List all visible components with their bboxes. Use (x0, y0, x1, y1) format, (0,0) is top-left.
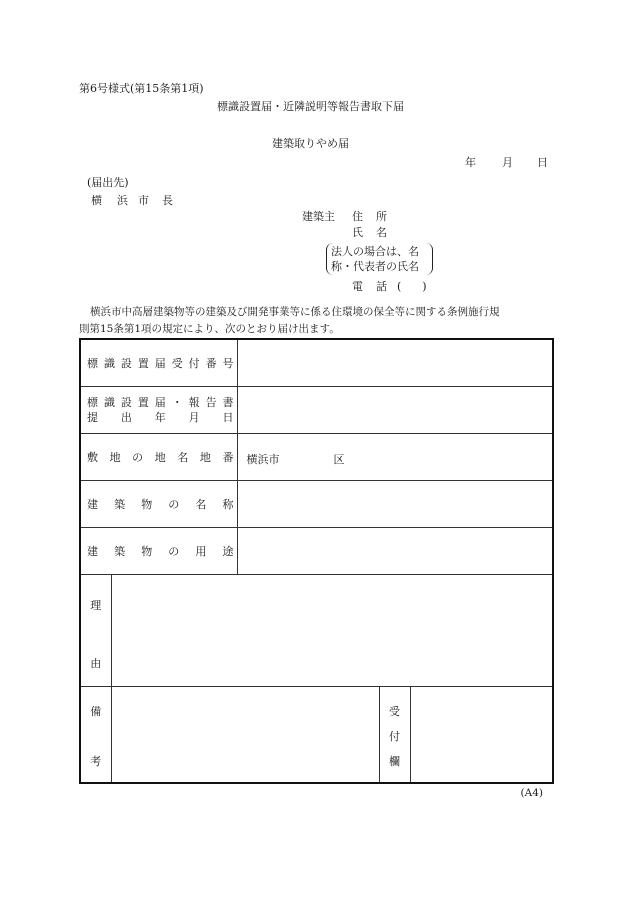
reception-field[interactable] (410, 686, 553, 783)
form-table (79, 338, 554, 784)
building-use-label: 建 築 物 の 用 途 (80, 527, 237, 574)
site-address-ward: 区 (333, 452, 345, 466)
building-name-field[interactable] (237, 480, 553, 527)
recipient-name-3: 市 (138, 194, 149, 207)
recipient-name-1: 横 (91, 194, 102, 207)
phone-label-2: 話 (376, 280, 387, 293)
phone-label-1: 電 (352, 280, 363, 293)
recipient-name-4: 長 (162, 194, 173, 207)
table-row (80, 686, 553, 783)
document-title: 建築取りやめ届 (272, 137, 349, 150)
reason-field[interactable] (111, 574, 553, 686)
table-row (80, 480, 553, 527)
recipient-label: (届出先) (87, 176, 129, 189)
phone-parens: ( ) (397, 280, 427, 293)
corp-note-line2: 称・代表者の氏名 (331, 260, 419, 273)
receipt-number-label: 標 識 設 置 届 受 付 番 号 (80, 339, 237, 386)
paper-size: (A4) (520, 787, 543, 799)
corp-note (331, 244, 431, 274)
name-label-1: 氏 (352, 226, 363, 239)
submission-date-label: 標 識 設 置 届 ・ 報 告 書 提 出 年 月 日 (80, 386, 237, 433)
name-label-2: 名 (376, 226, 387, 239)
site-address-city: 横浜市 (246, 452, 280, 466)
recipient-name-2: 浜 (117, 194, 128, 207)
table-row (80, 386, 553, 433)
remarks-field[interactable] (111, 686, 379, 783)
table-row (80, 339, 553, 386)
address-label-2: 所 (376, 210, 387, 223)
remarks-label: 備 考 (80, 686, 111, 783)
address-label-1: 住 (352, 210, 363, 223)
table-row (80, 433, 553, 480)
date-month-label: 月 (502, 156, 513, 169)
intro-text-line2: 則第15条第1項の規定により、次のとおり届け出ます。 (79, 323, 340, 335)
site-address-label: 敷 地 の 地 名 地 番 (80, 433, 237, 480)
submission-date-field[interactable] (237, 386, 553, 433)
site-address-field[interactable] (237, 433, 553, 480)
table-row (80, 574, 553, 686)
building-name-label: 建 築 物 の 名 称 (80, 480, 237, 527)
corp-note-line1: 法人の場合は、名 (331, 245, 419, 258)
receipt-number-field[interactable] (237, 339, 553, 386)
table-row (80, 527, 553, 574)
building-use-field[interactable] (237, 527, 553, 574)
header-title: 標識設置届・近隣説明等報告書取下届 (217, 100, 404, 113)
reason-label: 理 由 (80, 574, 111, 686)
date-year-label: 年 (465, 156, 476, 169)
applicant-role: 建築主 (302, 210, 335, 223)
intro-text-line1: 横浜市中高層建築物等の建築及び開発事業等に係る住環境の保全等に関する条例施行規 (90, 306, 500, 318)
date-day-label: 日 (537, 156, 548, 169)
reception-label: 受 付 欄 (379, 686, 410, 783)
form-number: 第6号様式(第15条第1項) (79, 82, 204, 95)
